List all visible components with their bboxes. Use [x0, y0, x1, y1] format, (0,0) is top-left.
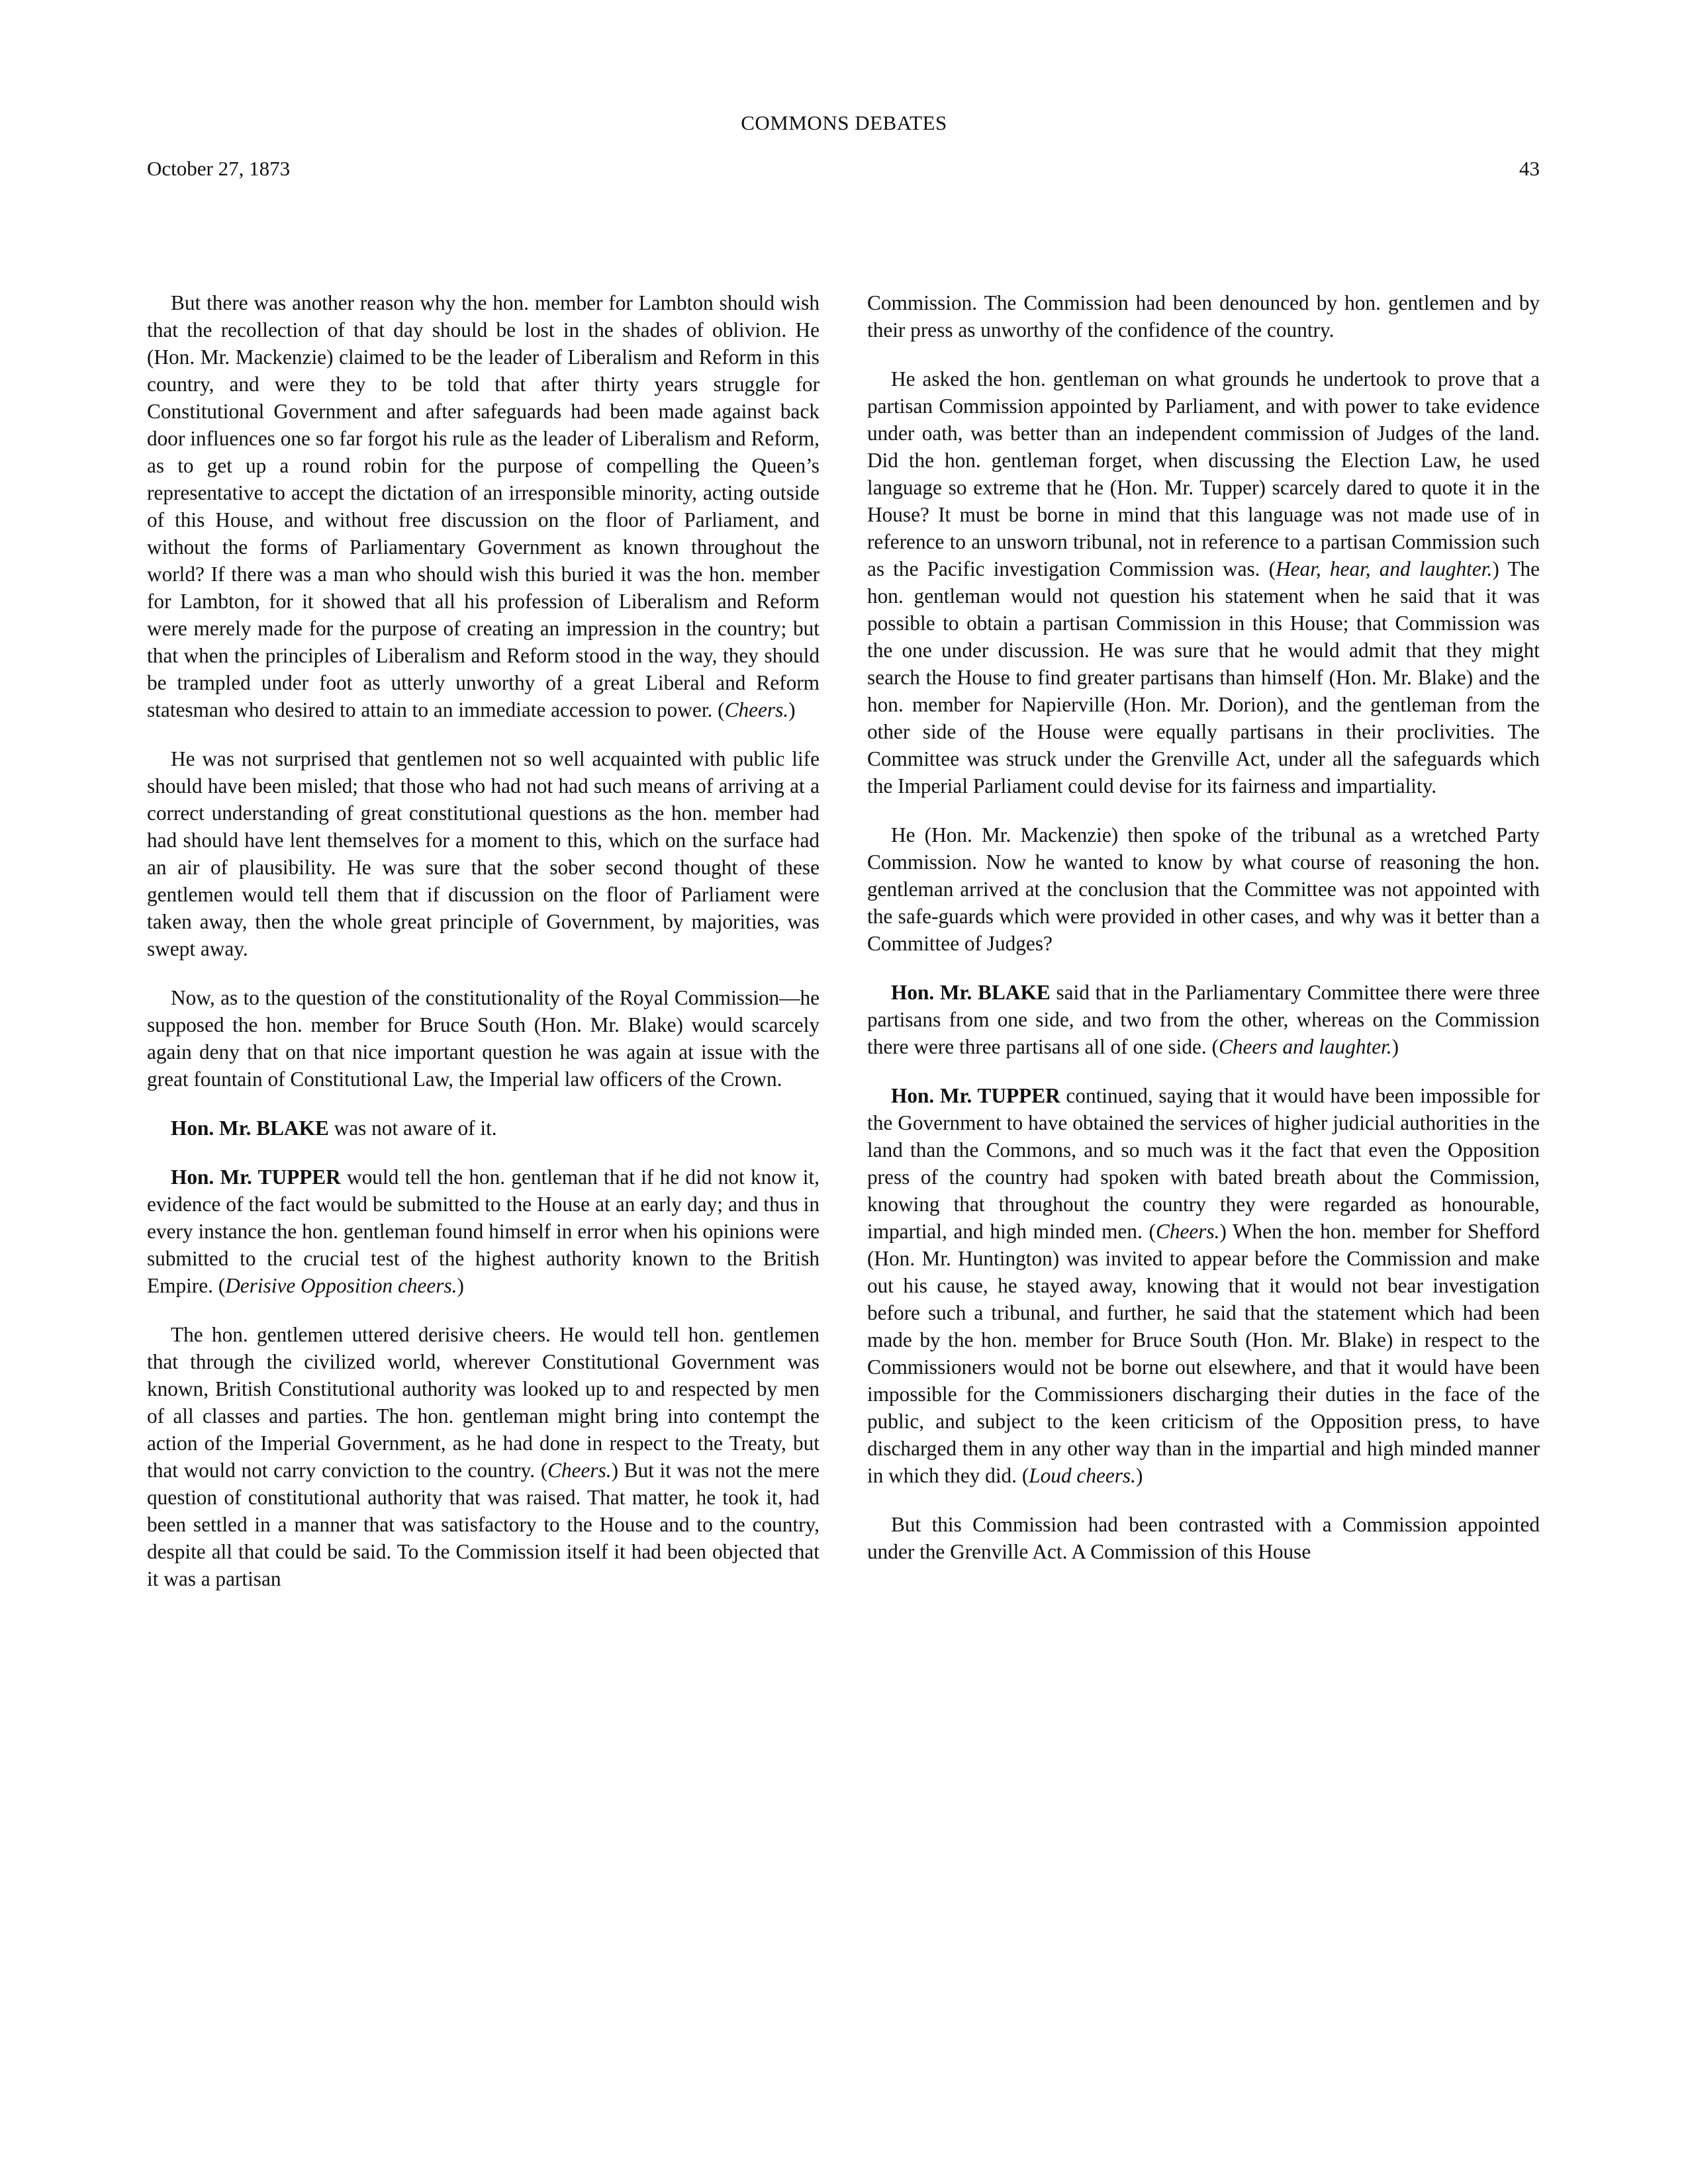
paragraph-text: ) The hon. gentleman would not question his statement when he said that it was possible to obtain a partisan Commission in this House; that Commission was the one under discussion. He was sure that he would admit that they might search the House to find greater partisans than himself (Hon. Mr. Blake) and the hon. member for Napierville (Hon. Mr. Dorion), and the gentleman from the other side of the House were equally partisans in their proclivities. The Committee was struck under the Grenville Act, under all the safeguards which the Imperial Parliament could devise for its fairness and impartiality.	[867, 557, 1540, 797]
paragraph-text: ) When the hon. member for Shefford (Hon. Mr. Huntington) was invited to appear before the Commission and make out his cause, he stayed away, knowing that it would not bear investigation before such a tribunal, and further, he said that the statement which had been made by the hon. member for Bruce South (Hon. Mr. Blake) in respect to the Commissioners would not be borne out elsewhere, and that it would have been impossible for the Commissioners discharging their duties in the face of the public, and subject to the keen criticism of the Opposition press, to have discharged them in any other way than in the impartial and high minded manner in which they did. (	[867, 1220, 1540, 1487]
stage-direction: Cheers.	[547, 1459, 612, 1482]
stage-direction: Derisive Opposition cheers.	[225, 1274, 457, 1297]
paragraph-text: )	[457, 1274, 464, 1297]
speaker-name: Hon. Mr. TUPPER	[891, 1084, 1060, 1107]
left-column	[147, 289, 820, 1614]
paragraph-text: )	[1135, 1464, 1143, 1487]
stage-direction: Hear, hear, and laughter.	[1276, 557, 1493, 580]
paragraph-text: The hon. gentlemen uttered derisive cheers. He would tell hon. gentlemen that through the civilized world, wherever Constitutional Government was known, British Constitutional authority was looked up to and respected by men of all classes and parties. The hon. gentleman might bring into contempt the action of the Imperial Government, as he had done in respect to the Treaty, but that would not carry conviction to the country. (	[147, 1323, 820, 1482]
paragraph-text: But there was another reason why the hon. member for Lambton should wish that the recollection of that day should be lost in the shades of oblivion. He (Hon. Mr. Mackenzie) claimed to be the leader of Liberalism and Reform in this country, and were they to be told that after thirty years struggle for Constitutional Government and after safeguards had been made against back door influences one so far forgot his rule as the leader of Liberalism and Reform, as to get up a round robin for the purpose of compelling the Queen’s representative to accept the dictation of an irresponsible minority, acting outside of this House, and without free discussion on the floor of Parliament, and without the forms of Parliamentary Government as known throughout the world? If there was a man who should wish this buried it was the hon. member for Lambton, for it showed that all his profession of Liberalism and Reform were merely made for the purpose of creating an impression in the country; but that when the principles of Liberalism and Reform stood in the way, they should be trampled under foot as utterly unworthy of a great Liberal and Reform statesman who desired to attain to an immediate accession to power. (	[147, 291, 820, 721]
paragraph-text: )	[788, 698, 796, 721]
paragraph	[867, 979, 1540, 1060]
paragraph	[147, 1321, 820, 1592]
stage-direction: Cheers and laughter.	[1218, 1035, 1392, 1058]
paragraph-text: said that in the Parliamentary Committee there were three partisans from one side, and two from the other, whereas on the Commission there were three partisans all of one side. (	[867, 981, 1540, 1058]
paragraph-text: Now, as to the question of the constitutionality of the Royal Commission—he supposed the hon. member for Bruce South (Hon. Mr. Blake) would scarcely again deny that on that nice important question he was again at issue with the great fountain of Constitutional Law, the Imperial law officers of the Crown.	[147, 986, 820, 1091]
paragraph-text: would tell the hon. gentleman that if he did not know it, evidence of the fact would be submitted to the House at an early day; and thus in every instance the hon. gentleman found himself in error when his opinions were submitted to the crucial test of the highest authority known to the British Empire. (	[147, 1165, 820, 1297]
paragraph	[147, 289, 820, 723]
paragraph-text: He was not surprised that gentlemen not so well acquainted with public life should have been misled; that those who had not had such means of arriving at a correct understanding of great constitutional questions as the hon. member had had should have lent themselves for a moment to this, which on the surface had an air of plausibility. He was sure that the sober second thought of these gentlemen would tell them that if discussion on the floor of Parliament were taken away, then the whole great principle of Government, by majorities, was swept away.	[147, 747, 820, 960]
paragraph-text: was not aware of it.	[328, 1116, 497, 1140]
paragraph	[867, 1082, 1540, 1489]
paragraph-text: continued, saying that it would have been impossible for the Government to have obtained the services of higher judicial authorities in the land than the Commons, and so much was it the fact that even the Opposition press of the country had spoken with bated breath about the Commission, knowing that throughout the country they were regarded as honourable, impartial, and high minded men. (	[867, 1084, 1540, 1243]
paragraph	[867, 1511, 1540, 1565]
paragraph-text: ) But it was not the mere question of constitutional authority that was raised. That matter, he took it, had been settled in a manner that was satisfactory to the House and to the country, despite all that could be said. To the Commission itself it had been objected that it was a partisan	[147, 1459, 820, 1590]
page-number: 43	[1519, 157, 1540, 180]
paragraph-text: He asked the hon. gentleman on what grounds he undertook to prove that a partisan Commission appointed by Parliament, and with power to take evidence under oath, was better than an independent commission of Judges of the land. Did the hon. gentleman forget, when discussing the Election Law, he used language so extreme that he (Hon. Mr. Tupper) scarcely dared to quote it in the House? It must be borne in mind that this language was not made use of in reference to an unsworn tribunal, not in reference to a partisan Commission such as the Pacific investigation Commission was. (	[867, 367, 1540, 580]
paragraph	[147, 1163, 820, 1299]
speaker-name: Hon. Mr. BLAKE	[891, 981, 1051, 1004]
paragraph	[147, 745, 820, 962]
speaker-name: Hon. Mr. BLAKE	[171, 1116, 329, 1140]
right-column	[867, 289, 1540, 1587]
stage-direction: Cheers.	[724, 698, 789, 721]
paragraph	[867, 365, 1540, 799]
paragraph-text: He (Hon. Mr. Mackenzie) then spoke of the tribunal as a wretched Party Commission. Now he wanted to know by what course of reasoning the hon. gentleman arrived at the conclusion that the Committee was not appointed with the safe-guards which were provided in other cases, and why was it better than a Committee of Judges?	[867, 823, 1540, 955]
paragraph	[867, 289, 1540, 343]
stage-direction: Loud cheers.	[1029, 1464, 1136, 1487]
speaker-name: Hon. Mr. TUPPER	[171, 1165, 341, 1189]
paragraph-text: But this Commission had been contrasted with a Commission appointed under the Grenville Act. A Commission of this House	[867, 1513, 1540, 1563]
running-head: COMMONS DEBATES	[741, 111, 947, 134]
stage-direction: Cheers.	[1155, 1220, 1220, 1243]
paragraph-text: Commission. The Commission had been denounced by hon. gentlemen and by their press as unworthy of the confidence of the country.	[867, 291, 1540, 341]
paragraph	[867, 821, 1540, 957]
sitting-date: October 27, 1873	[147, 157, 291, 180]
paragraph	[147, 1115, 820, 1142]
paragraph	[147, 984, 820, 1093]
paragraph-text: )	[1391, 1035, 1399, 1058]
